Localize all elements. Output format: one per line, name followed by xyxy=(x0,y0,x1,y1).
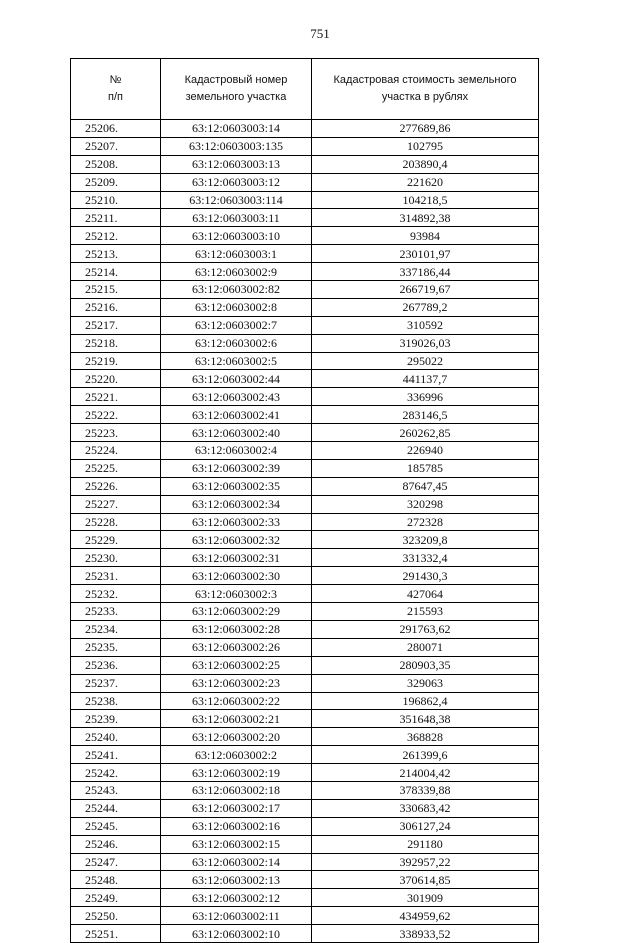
cadastral-value-cell: 267789,2 xyxy=(312,298,539,316)
cadastral-value-cell: 93984 xyxy=(312,227,539,245)
cadastral-number-cell: 63:12:0603002:11 xyxy=(161,907,312,925)
row-number-cell: 25251. xyxy=(71,925,161,943)
cadastral-number-cell: 63:12:0603002:15 xyxy=(161,835,312,853)
row-number-cell: 25240. xyxy=(71,728,161,746)
cadastral-number-cell: 63:12:0603002:14 xyxy=(161,853,312,871)
cadastral-value-cell: 320298 xyxy=(312,495,539,513)
cadastral-number-cell: 63:12:0603002:26 xyxy=(161,638,312,656)
row-number-cell: 25211. xyxy=(71,209,161,227)
row-number-cell: 25221. xyxy=(71,388,161,406)
table-row xyxy=(71,424,539,442)
table-row xyxy=(71,209,539,227)
cadastral-number-cell: 63:12:0603002:32 xyxy=(161,531,312,549)
row-number-cell: 25247. xyxy=(71,853,161,871)
table-row xyxy=(71,889,539,907)
cadastral-value-cell: 203890,4 xyxy=(312,155,539,173)
cadastral-number-cell: 63:12:0603003:114 xyxy=(161,191,312,209)
row-number-cell: 25225. xyxy=(71,459,161,477)
row-number-cell: 25210. xyxy=(71,191,161,209)
cadastral-number-cell: 63:12:0603003:14 xyxy=(161,120,312,138)
table-row xyxy=(71,746,539,764)
cadastral-number-cell: 63:12:0603002:22 xyxy=(161,692,312,710)
table-row xyxy=(71,692,539,710)
cadastral-number-cell: 63:12:0603003:12 xyxy=(161,173,312,191)
cadastral-number-cell: 63:12:0603002:2 xyxy=(161,746,312,764)
row-number-cell: 25226. xyxy=(71,477,161,495)
cadastral-value-cell: 280903,35 xyxy=(312,656,539,674)
table-row xyxy=(71,442,539,460)
cadastral-number-cell: 63:12:0603002:28 xyxy=(161,620,312,638)
row-number-cell: 25239. xyxy=(71,710,161,728)
cadastral-number-cell: 63:12:0603002:7 xyxy=(161,316,312,334)
table-row xyxy=(71,925,539,943)
cadastral-number-cell: 63:12:0603002:43 xyxy=(161,388,312,406)
cadastral-value-cell: 330683,42 xyxy=(312,799,539,817)
row-number-cell: 25223. xyxy=(71,424,161,442)
cadastral-number-cell: 63:12:0603002:6 xyxy=(161,334,312,352)
table-row xyxy=(71,907,539,925)
cadastral-value-cell: 392957,22 xyxy=(312,853,539,871)
table-row xyxy=(71,459,539,477)
row-number-cell: 25243. xyxy=(71,781,161,799)
cadastral-number-cell: 63:12:0603002:12 xyxy=(161,889,312,907)
cadastral-number-cell: 63:12:0603003:10 xyxy=(161,227,312,245)
table-row xyxy=(71,764,539,782)
table-row xyxy=(71,263,539,281)
cadastral-number-cell: 63:12:0603002:29 xyxy=(161,603,312,621)
cadastral-value-cell: 351648,38 xyxy=(312,710,539,728)
table-row xyxy=(71,799,539,817)
cadastral-value-cell: 215593 xyxy=(312,603,539,621)
cadastral-value-cell: 306127,24 xyxy=(312,817,539,835)
cadastral-value-cell: 261399,6 xyxy=(312,746,539,764)
cadastral-number-cell: 63:12:0603002:17 xyxy=(161,799,312,817)
cadastral-value-cell: 301909 xyxy=(312,889,539,907)
header-row-number: № п/п xyxy=(71,59,161,120)
table-row xyxy=(71,853,539,871)
row-number-cell: 25248. xyxy=(71,871,161,889)
cadastral-number-cell: 63:12:0603002:10 xyxy=(161,925,312,943)
row-number-cell: 25222. xyxy=(71,406,161,424)
cadastral-value-cell: 370614,85 xyxy=(312,871,539,889)
row-number-cell: 25228. xyxy=(71,513,161,531)
table-row xyxy=(71,603,539,621)
table-row xyxy=(71,728,539,746)
table-row xyxy=(71,352,539,370)
cadastral-number-cell: 63:12:0603002:40 xyxy=(161,424,312,442)
table-row xyxy=(71,871,539,889)
row-number-cell: 25212. xyxy=(71,227,161,245)
row-number-cell: 25249. xyxy=(71,889,161,907)
header-cadastral-value: Кадастровая стоимость земельного участка в рублях xyxy=(312,59,539,120)
cadastral-value-cell: 336996 xyxy=(312,388,539,406)
row-number-cell: 25227. xyxy=(71,495,161,513)
table-row xyxy=(71,298,539,316)
cadastral-value-cell: 441137,7 xyxy=(312,370,539,388)
cadastral-value-cell: 291180 xyxy=(312,835,539,853)
cadastral-number-cell: 63:12:0603002:35 xyxy=(161,477,312,495)
table-row xyxy=(71,531,539,549)
cadastral-number-cell: 63:12:0603002:82 xyxy=(161,281,312,299)
row-number-cell: 25238. xyxy=(71,692,161,710)
cadastral-value-cell: 329063 xyxy=(312,674,539,692)
table-row xyxy=(71,227,539,245)
cadastral-value-cell: 87647,45 xyxy=(312,477,539,495)
table-row xyxy=(71,477,539,495)
row-number-cell: 25241. xyxy=(71,746,161,764)
cadastral-value-cell: 310592 xyxy=(312,316,539,334)
table-row xyxy=(71,388,539,406)
table-row xyxy=(71,406,539,424)
row-number-cell: 25234. xyxy=(71,620,161,638)
cadastral-value-cell: 266719,67 xyxy=(312,281,539,299)
cadastral-number-cell: 63:12:0603002:33 xyxy=(161,513,312,531)
row-number-cell: 25209. xyxy=(71,173,161,191)
row-number-cell: 25217. xyxy=(71,316,161,334)
cadastral-value-cell: 337186,44 xyxy=(312,263,539,281)
row-number-cell: 25208. xyxy=(71,155,161,173)
row-number-cell: 25236. xyxy=(71,656,161,674)
cadastral-number-cell: 63:12:0603002:20 xyxy=(161,728,312,746)
table-row xyxy=(71,316,539,334)
table-row xyxy=(71,137,539,155)
table-row xyxy=(71,710,539,728)
table-row xyxy=(71,567,539,585)
cadastral-value-cell: 368828 xyxy=(312,728,539,746)
table-row xyxy=(71,191,539,209)
cadastral-number-cell: 63:12:0603003:1 xyxy=(161,245,312,263)
row-number-cell: 25246. xyxy=(71,835,161,853)
cadastral-value-cell: 331332,4 xyxy=(312,549,539,567)
cadastral-value-cell: 214004,42 xyxy=(312,764,539,782)
cadastral-number-cell: 63:12:0603003:135 xyxy=(161,137,312,155)
cadastral-value-cell: 280071 xyxy=(312,638,539,656)
table-row xyxy=(71,495,539,513)
row-number-cell: 25245. xyxy=(71,817,161,835)
cadastral-value-cell: 272328 xyxy=(312,513,539,531)
cadastral-value-cell: 102795 xyxy=(312,137,539,155)
cadastral-number-cell: 63:12:0603002:30 xyxy=(161,567,312,585)
row-number-cell: 25206. xyxy=(71,120,161,138)
cadastral-number-cell: 63:12:0603002:25 xyxy=(161,656,312,674)
row-number-cell: 25233. xyxy=(71,603,161,621)
row-number-cell: 25216. xyxy=(71,298,161,316)
cadastral-value-cell: 260262,85 xyxy=(312,424,539,442)
table-row xyxy=(71,620,539,638)
table-row xyxy=(71,674,539,692)
cadastral-value-cell: 314892,38 xyxy=(312,209,539,227)
row-number-cell: 25224. xyxy=(71,442,161,460)
cadastral-number-cell: 63:12:0603002:18 xyxy=(161,781,312,799)
cadastral-value-cell: 291430,3 xyxy=(312,567,539,585)
cadastral-value-cell: 434959,62 xyxy=(312,907,539,925)
row-number-cell: 25235. xyxy=(71,638,161,656)
cadastral-value-cell: 196862,4 xyxy=(312,692,539,710)
cadastral-number-cell: 63:12:0603002:31 xyxy=(161,549,312,567)
row-number-cell: 25219. xyxy=(71,352,161,370)
cadastral-number-cell: 63:12:0603002:41 xyxy=(161,406,312,424)
cadastral-value-cell: 230101,97 xyxy=(312,245,539,263)
row-number-cell: 25244. xyxy=(71,799,161,817)
cadastral-number-cell: 63:12:0603002:3 xyxy=(161,585,312,603)
table-row xyxy=(71,638,539,656)
table-row xyxy=(71,817,539,835)
cadastral-number-cell: 63:12:0603003:13 xyxy=(161,155,312,173)
table-row xyxy=(71,120,539,138)
table-row xyxy=(71,155,539,173)
row-number-cell: 25218. xyxy=(71,334,161,352)
table-row xyxy=(71,656,539,674)
cadastral-value-cell: 185785 xyxy=(312,459,539,477)
table-header-row xyxy=(71,59,539,120)
table-row xyxy=(71,781,539,799)
table-row xyxy=(71,334,539,352)
page-number: 751 xyxy=(310,26,330,41)
cadastral-value-cell: 323209,8 xyxy=(312,531,539,549)
cadastral-number-cell: 63:12:0603003:11 xyxy=(161,209,312,227)
table-row xyxy=(71,549,539,567)
cadastral-value-cell: 277689,86 xyxy=(312,120,539,138)
table-row xyxy=(71,513,539,531)
cadastral-number-cell: 63:12:0603002:16 xyxy=(161,817,312,835)
cadastral-value-cell: 295022 xyxy=(312,352,539,370)
row-number-cell: 25232. xyxy=(71,585,161,603)
cadastral-number-cell: 63:12:0603002:13 xyxy=(161,871,312,889)
cadastral-value-cell: 291763,62 xyxy=(312,620,539,638)
cadastral-number-cell: 63:12:0603002:19 xyxy=(161,764,312,782)
row-number-cell: 25215. xyxy=(71,281,161,299)
cadastral-value-table xyxy=(70,58,539,943)
cadastral-number-cell: 63:12:0603002:34 xyxy=(161,495,312,513)
row-number-cell: 25207. xyxy=(71,137,161,155)
cadastral-value-cell: 283146,5 xyxy=(312,406,539,424)
row-number-cell: 25213. xyxy=(71,245,161,263)
header-cadastral-number: Кадастровый номер земельного участка xyxy=(161,59,312,120)
row-number-cell: 25229. xyxy=(71,531,161,549)
cadastral-number-cell: 63:12:0603002:5 xyxy=(161,352,312,370)
cadastral-value-cell: 319026,03 xyxy=(312,334,539,352)
cadastral-number-cell: 63:12:0603002:39 xyxy=(161,459,312,477)
cadastral-number-cell: 63:12:0603002:4 xyxy=(161,442,312,460)
cadastral-number-cell: 63:12:0603002:8 xyxy=(161,298,312,316)
cadastral-number-cell: 63:12:0603002:44 xyxy=(161,370,312,388)
table-row xyxy=(71,245,539,263)
table-row xyxy=(71,835,539,853)
row-number-cell: 25250. xyxy=(71,907,161,925)
cadastral-number-cell: 63:12:0603002:23 xyxy=(161,674,312,692)
cadastral-value-cell: 427064 xyxy=(312,585,539,603)
table-row xyxy=(71,281,539,299)
cadastral-value-cell: 378339,88 xyxy=(312,781,539,799)
table-row xyxy=(71,585,539,603)
table-row xyxy=(71,173,539,191)
cadastral-value-cell: 338933,52 xyxy=(312,925,539,943)
table-row xyxy=(71,370,539,388)
cadastral-number-cell: 63:12:0603002:21 xyxy=(161,710,312,728)
row-number-cell: 25214. xyxy=(71,263,161,281)
row-number-cell: 25231. xyxy=(71,567,161,585)
row-number-cell: 25242. xyxy=(71,764,161,782)
cadastral-number-cell: 63:12:0603002:9 xyxy=(161,263,312,281)
cadastral-value-cell: 221620 xyxy=(312,173,539,191)
row-number-cell: 25220. xyxy=(71,370,161,388)
cadastral-value-cell: 104218,5 xyxy=(312,191,539,209)
table-body xyxy=(71,120,539,943)
row-number-cell: 25237. xyxy=(71,674,161,692)
cadastral-value-cell: 226940 xyxy=(312,442,539,460)
row-number-cell: 25230. xyxy=(71,549,161,567)
